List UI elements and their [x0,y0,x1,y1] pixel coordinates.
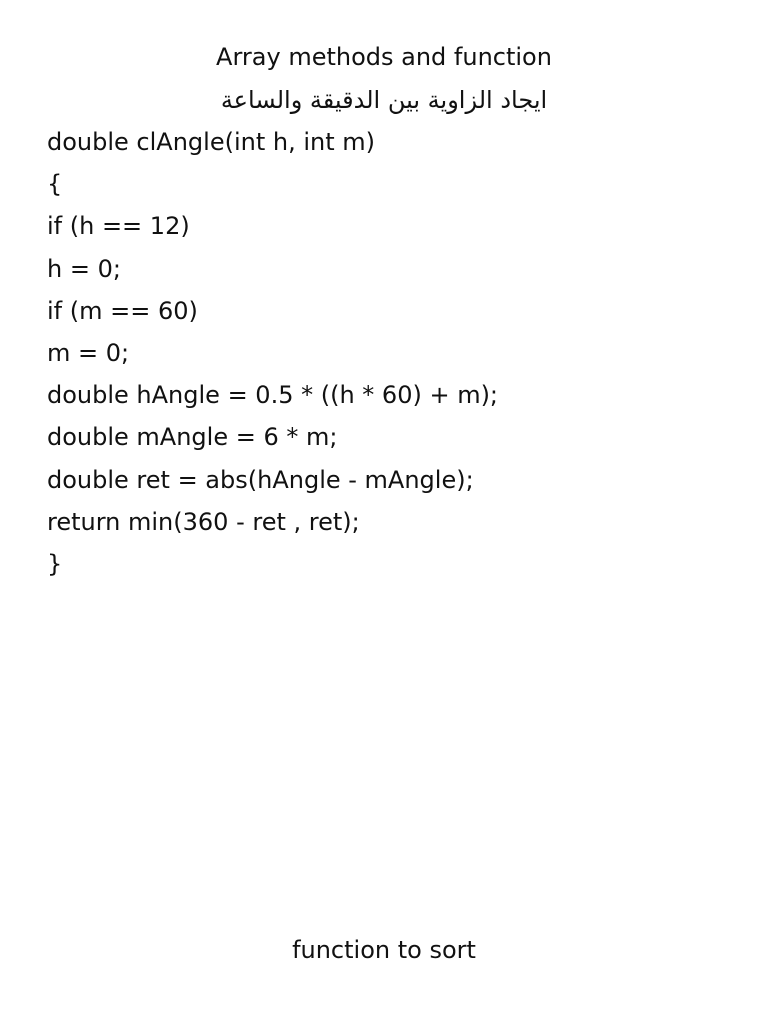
document-title: Array methods and function [216,43,552,71]
code-line: double ret = abs(hAngle - mAngle); [47,465,474,494]
code-block [47,127,498,591]
code-line: double mAngle = 6 * m; [47,423,338,452]
code-line: h = 0; [47,254,121,283]
code-line: m = 0; [47,338,130,367]
document-subtitle-arabic: ايجاد الزاوية بين الدقيقة والساعة [220,86,548,114]
code-line: return min(360 - ret , ret); [47,507,360,536]
code-line: double hAngle = 0.5 * ((h * 60) + m); [47,381,499,410]
code-line: { [47,170,63,199]
code-line: if (h == 12) [47,212,190,241]
footer-heading: function to sort [292,936,476,964]
code-line: } [47,549,63,578]
code-line: double clAngle(int h, int m) [47,128,375,156]
code-line: if (m == 60) [47,296,198,325]
